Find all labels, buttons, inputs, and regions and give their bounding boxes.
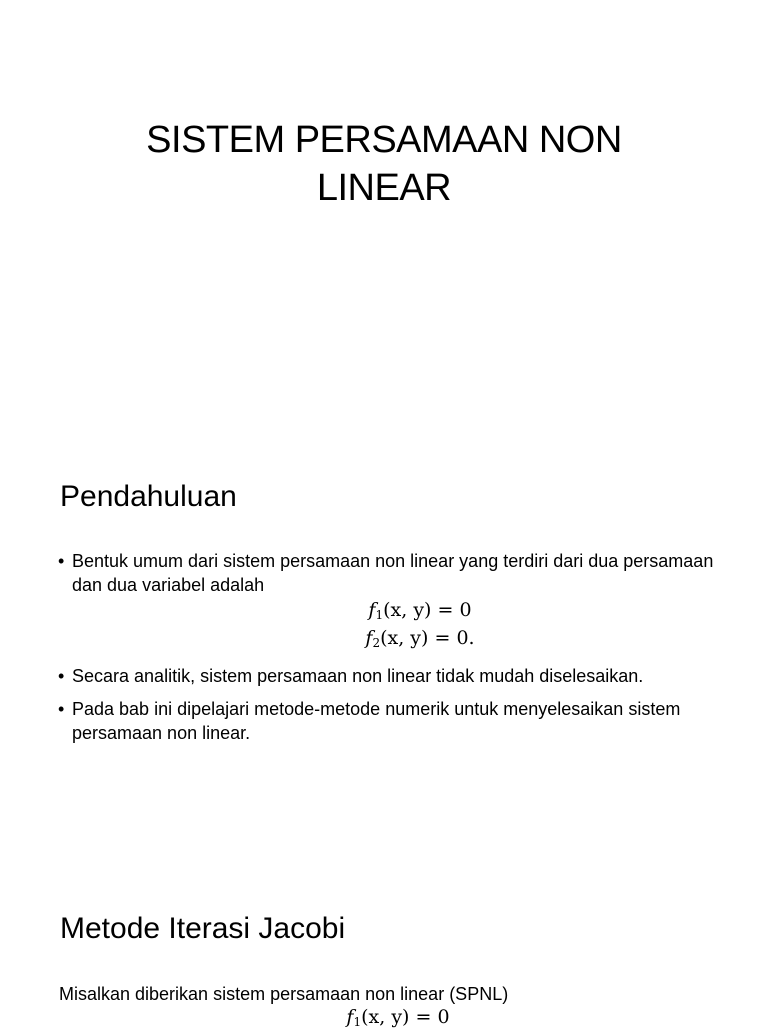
slide-title-line-2: LINEAR — [316, 167, 452, 209]
bullet-text: Secara analitik, sistem persamaan non linear tidak mudah diselesaikan. — [72, 666, 644, 686]
slide-title — [60, 116, 708, 212]
bullet-item — [58, 664, 730, 688]
bullet-icon: • — [58, 699, 65, 719]
bullet-item — [58, 549, 730, 655]
bullet-icon: • — [58, 551, 65, 571]
section-heading-pendahuluan: Pendahuluan — [60, 480, 237, 513]
title-slide — [0, 0, 768, 432]
equation-system — [72, 599, 730, 655]
equation-line: $f_1(x$, y) = 0 — [368, 599, 472, 622]
section-heading-jacobi: Metode Iterasi Jacobi — [60, 912, 346, 945]
introduction-slide — [0, 432, 768, 864]
slide-title-line-1: SISTEM PERSAMAAN NON — [146, 119, 622, 161]
bullet-text: Bentuk umum dari sistem persamaan non linear yang terdiri dari dua persamaan dan dua variabel adalah — [72, 551, 714, 595]
bullet-text: Pada bab ini dipelajari metode-metode numerik untuk menyelesaikan sistem persamaan non linear. — [72, 699, 681, 743]
bullet-list — [58, 549, 730, 754]
bullet-icon: • — [58, 666, 65, 686]
intro-text: Misalkan diberikan sistem persamaan non linear (SPNL) — [59, 984, 509, 1004]
equation-line: $f_2(x$, y) = 0. — [365, 627, 475, 650]
bullet-item — [58, 697, 730, 745]
equation-line: $f_1(x$, y) = 0 — [346, 1006, 450, 1029]
jacobi-method-slide — [0, 864, 768, 1029]
